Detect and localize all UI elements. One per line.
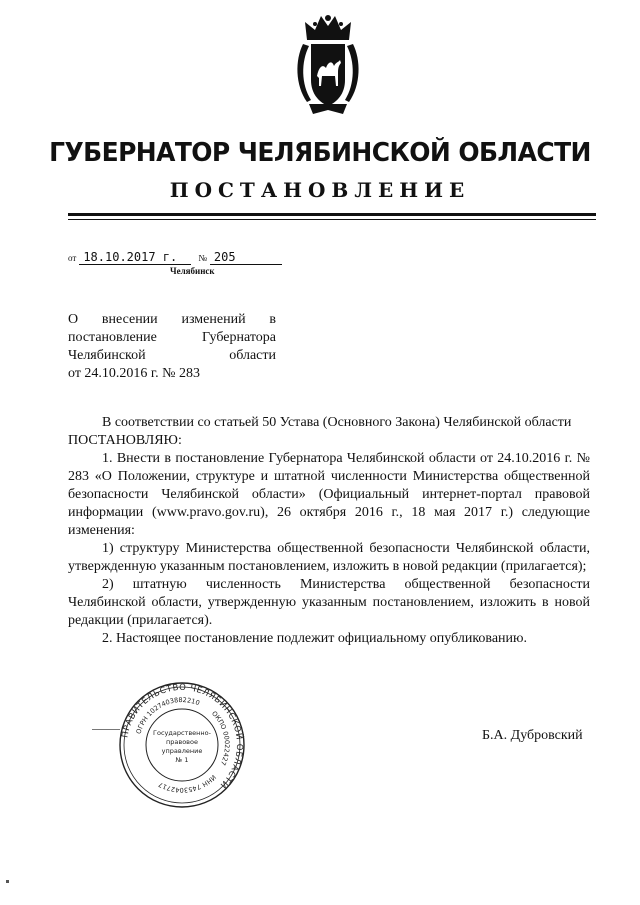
stamp-okpo: ОКПО 00022427 — [210, 709, 232, 767]
resolution-word: ПОСТАНОВЛЯЮ: — [68, 433, 182, 448]
header-rule-thick — [68, 213, 596, 216]
signer-name: Б.А. Дубровский — [482, 728, 583, 743]
document-body — [68, 414, 590, 648]
stamp-center-line: управление — [161, 747, 203, 755]
subject-line: постановление Губернатора — [68, 330, 276, 345]
number-prefix: № — [198, 253, 207, 263]
stamp-center-line: правовое — [166, 738, 198, 746]
document-type: ПОСТАНОВЛЕНИЕ — [169, 178, 471, 202]
paragraph-item-1-2: 2) штатную численность Министерства общественной безопасности Челябинской области, утвержденную указанным постановлением, изложить в новой редакции (прилагается). — [68, 577, 590, 628]
subject-line: от 24.10.2016 г. № 283 — [68, 366, 200, 381]
stamp-center-line: № 1 — [175, 756, 189, 764]
subject-line: Челябинской области — [68, 348, 276, 363]
subject-line: О внесении изменений в — [68, 312, 276, 327]
document-date: 18.10.2017 г. — [79, 250, 191, 265]
official-stamp-seal — [117, 680, 247, 810]
svg-text:ИНН 7453042717 — [157, 773, 217, 794]
stamp-center-line: Государственно- — [153, 729, 211, 737]
stamp-outer-text: ПРАВИТЕЛЬСТВО ЧЕЛЯБИНСКОЙ ОБЛАСТИ — [120, 682, 245, 791]
issuer-title: ГУБЕРНАТОР ЧЕЛЯБИНСКОЙ ОБЛАСТИ — [49, 138, 591, 168]
stamp-inn: ИНН 7453042717 — [157, 773, 218, 795]
preamble: В соответствии со статьей 50 Устава (Основного Закона) Челябинской области — [102, 415, 572, 430]
coat-of-arms-icon — [293, 10, 363, 120]
paragraph-item-1-1: 1) структуру Министерства общественной безопасности Челябинской области, утвержденную указанным постановлением, изложить в новой редакции (прилагается); — [68, 541, 590, 574]
city-label: Челябинск — [170, 266, 215, 276]
signature-dash — [92, 729, 120, 730]
stamp-ogrn: ОГРН 1027403882210 — [134, 695, 201, 735]
date-prefix: от — [68, 253, 77, 263]
header-rule-thin — [68, 219, 596, 220]
document-subject — [68, 311, 276, 383]
paragraph-item-1: 1. Внести в постановление Губернатора Челябинской области от 24.10.2016 г. № 283 «О Положении, структуре и штатной численности Министерства общественной безопасности Челябинской области» (Официальный интернет-портал правовой информации (www.pravo.gov.ru), 26 октября 2016 г., 18 мая 2017 г.) следующие изменения: — [68, 451, 590, 538]
margin-mark — [6, 880, 9, 883]
date-number-line — [68, 250, 282, 265]
paragraph-item-2: 2. Настоящее постановление подлежит официальному опубликованию. — [102, 631, 527, 646]
document-number: 205 — [210, 250, 282, 265]
